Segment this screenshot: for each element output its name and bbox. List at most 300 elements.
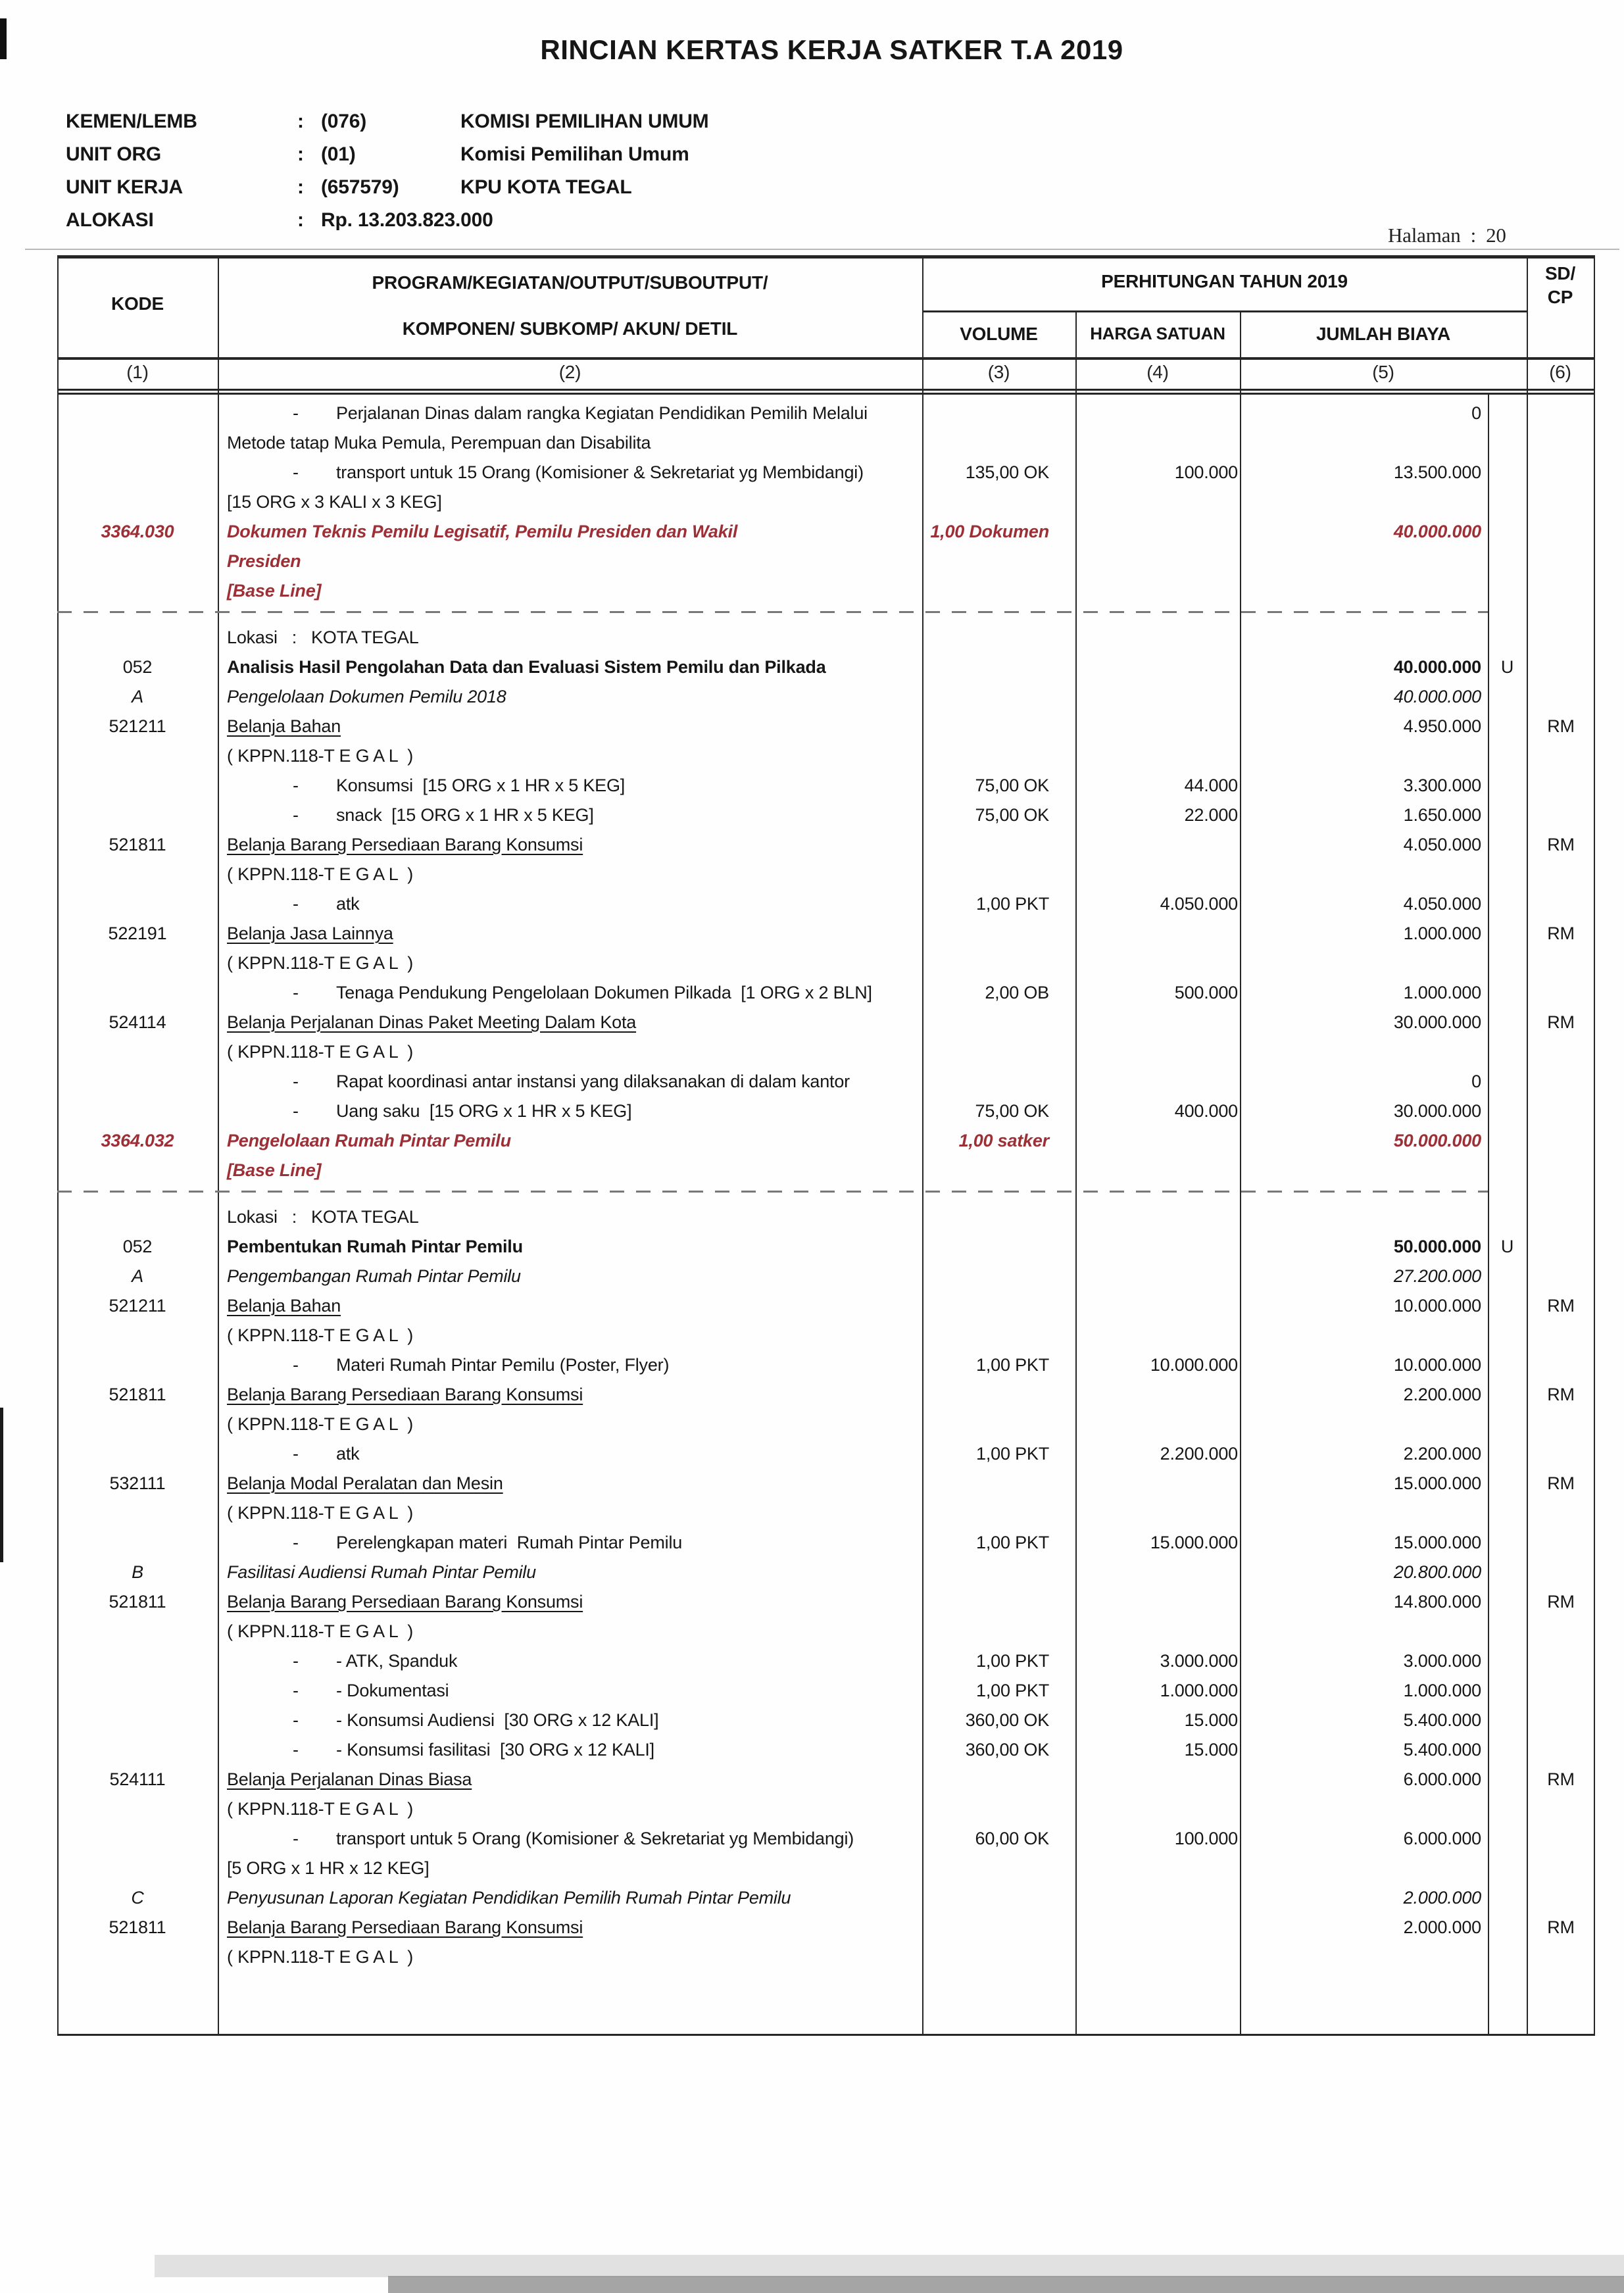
desc-line: Penyusunan Laporan Kegiatan Pendidikan Pemilih Rumah Pintar Pemilu xyxy=(227,1888,791,1908)
page-number-label: Halaman xyxy=(1388,224,1461,247)
cell-kode: 3364.032 xyxy=(101,1131,174,1150)
detail-text: - Konsumsi Audiensi [30 ORG x 12 KALI] xyxy=(336,1710,659,1730)
bullet-dash: - xyxy=(293,462,299,482)
desc-line xyxy=(227,1439,922,1469)
meta-row-alokasi xyxy=(66,209,708,242)
bullet-dash: - xyxy=(293,1681,299,1700)
cell-volume: 75,00 OK xyxy=(975,776,1049,795)
desc-line xyxy=(227,771,922,801)
table-row xyxy=(57,682,1595,712)
cell-sdcp: RM xyxy=(1547,1917,1575,1937)
dashed-separator xyxy=(57,1191,1488,1193)
table-row xyxy=(57,1706,1595,1735)
bullet-dash: - xyxy=(293,1355,299,1375)
account-title: Belanja Barang Persediaan Barang Konsumsi xyxy=(227,1917,583,1937)
cell-harga-satuan: 15.000 xyxy=(1184,1710,1238,1730)
cell-volume: 1,00 PKT xyxy=(976,1355,1049,1375)
cell-harga-satuan: 15.000 xyxy=(1184,1740,1238,1760)
cell-volume: 2,00 OB xyxy=(985,983,1049,1002)
detail-text: transport untuk 15 Orang (Komisioner & Sekretariat yg Membidangi) xyxy=(336,462,864,482)
bullet-dash: - xyxy=(293,1444,299,1464)
desc-line xyxy=(227,1706,922,1735)
table-row xyxy=(57,860,1595,889)
meta-label: UNIT KERJA xyxy=(66,176,184,198)
cell-jumlah-biaya: 6.000.000 xyxy=(1403,1829,1481,1848)
cell-volume: 1,00 PKT xyxy=(976,1681,1049,1700)
cell-harga-satuan: 1.000.000 xyxy=(1160,1681,1238,1700)
cell-jumlah-biaya: 50.000.000 xyxy=(1393,1237,1481,1256)
detail-text: transport untuk 5 Orang (Komisioner & Sekretariat yg Membidangi) xyxy=(336,1829,854,1848)
meta-separator: : xyxy=(297,111,304,132)
desc-line: Presiden xyxy=(227,551,301,571)
cell-description xyxy=(218,919,922,949)
cell-volume: 1,00 satker xyxy=(958,1131,1049,1150)
table-row xyxy=(57,1321,1595,1350)
cell-jumlah-biaya: 2.000.000 xyxy=(1403,1888,1481,1908)
page-number-value: 20 xyxy=(1486,224,1506,247)
cell-jumlah-biaya: 40.000.000 xyxy=(1393,657,1481,677)
cell-jumlah-biaya: 4.050.000 xyxy=(1403,894,1481,914)
cell-harga-satuan: 4.050.000 xyxy=(1160,894,1238,914)
cell-sdcp: RM xyxy=(1547,835,1575,854)
cell-harga-satuan: 22.000 xyxy=(1184,805,1238,825)
cell-jumlah-biaya: 2.200.000 xyxy=(1403,1385,1481,1404)
table-row xyxy=(57,399,1595,458)
desc-line: Lokasi : KOTA TEGAL xyxy=(227,628,419,647)
cell-sdcp: RM xyxy=(1547,1385,1575,1404)
cell-harga-satuan: 500.000 xyxy=(1174,983,1238,1002)
bullet-dash: - xyxy=(293,1829,299,1848)
meta-block xyxy=(66,111,708,242)
cell-kode: 521211 xyxy=(109,1296,166,1316)
desc-line: Pengelolaan Rumah Pintar Pemilu xyxy=(227,1131,511,1150)
cell-description xyxy=(218,1765,922,1794)
cell-description xyxy=(218,623,922,653)
cell-flag: U xyxy=(1500,657,1514,677)
table-row xyxy=(57,978,1595,1008)
cell-kode: A xyxy=(132,687,143,706)
bullet-dash: - xyxy=(293,983,299,1002)
cell-volume: 360,00 OK xyxy=(965,1710,1049,1730)
cell-description xyxy=(218,1262,922,1291)
cell-jumlah-biaya: 27.200.000 xyxy=(1393,1266,1481,1286)
cell-description xyxy=(218,1617,922,1646)
cell-jumlah-biaya: 10.000.000 xyxy=(1393,1355,1481,1375)
meta-value: KOMISI PEMILIHAN UMUM xyxy=(460,111,709,132)
account-title: Belanja Perjalanan Dinas Biasa xyxy=(227,1769,472,1789)
table-row xyxy=(57,1126,1595,1185)
detail-text: atk xyxy=(336,1444,360,1464)
cell-jumlah-biaya: 3.300.000 xyxy=(1403,776,1481,795)
meta-row-kemenlemb xyxy=(66,111,708,143)
desc-line xyxy=(227,1350,922,1380)
meta-separator: : xyxy=(297,209,304,231)
table-row xyxy=(57,1469,1595,1498)
meta-value: Komisi Pemilihan Umum xyxy=(460,143,689,165)
detail-text: snack [15 ORG x 1 HR x 5 KEG] xyxy=(336,805,594,825)
cell-kode: B xyxy=(132,1562,143,1582)
table-top-border xyxy=(57,255,1595,259)
cell-kode: 521811 xyxy=(109,1385,166,1404)
table-row xyxy=(57,1037,1595,1067)
meta-row-unitorg xyxy=(66,143,708,176)
desc-line xyxy=(227,1676,922,1706)
desc-line: Pengelolaan Dokumen Pemilu 2018 xyxy=(227,687,506,706)
cell-description xyxy=(218,1883,922,1913)
worksheet-table xyxy=(57,255,1595,2036)
cell-jumlah-biaya: 1.000.000 xyxy=(1403,1681,1481,1700)
cell-description xyxy=(218,1824,922,1883)
cell-jumlah-biaya: 14.800.000 xyxy=(1393,1592,1481,1612)
cell-description xyxy=(218,1498,922,1528)
header-subline xyxy=(922,310,1528,312)
cell-volume: 75,00 OK xyxy=(975,1101,1049,1121)
cell-description xyxy=(218,653,922,682)
cell-description xyxy=(218,1291,922,1321)
desc-line: ( KPPN.118-T E G A L ) xyxy=(227,1414,414,1434)
cell-description xyxy=(218,1097,922,1126)
account-title: Belanja Barang Persediaan Barang Konsumsi xyxy=(227,1385,583,1404)
col-number-1: (1) xyxy=(126,362,149,382)
cell-description xyxy=(218,949,922,978)
desc-line: ( KPPN.118-T E G A L ) xyxy=(227,1799,414,1819)
desc-line xyxy=(227,1008,922,1037)
desc-line: Dokumen Teknis Pemilu Legisatif, Pemilu Presiden dan Wakil xyxy=(227,522,738,541)
detail-text: Tenaga Pendukung Pengelolaan Dokumen Pilkada [1 ORG x 2 BLN] xyxy=(336,983,872,1002)
header-sdcp-line2: CP xyxy=(1547,287,1573,307)
cell-sdcp: RM xyxy=(1547,924,1575,943)
scan-artifact-band-light xyxy=(155,2255,1624,2277)
cell-sdcp: RM xyxy=(1547,1012,1575,1032)
cell-description xyxy=(218,830,922,860)
meta-value: KPU KOTA TEGAL xyxy=(460,176,632,198)
cell-harga-satuan: 3.000.000 xyxy=(1160,1651,1238,1671)
cell-jumlah-biaya: 10.000.000 xyxy=(1393,1296,1481,1316)
cell-sdcp: RM xyxy=(1547,1769,1575,1789)
meta-label: KEMEN/LEMB xyxy=(66,111,197,132)
cell-sdcp: RM xyxy=(1547,1592,1575,1612)
desc-line xyxy=(227,712,922,741)
col-number-6: (6) xyxy=(1549,362,1571,382)
detail-text: - ATK, Spanduk xyxy=(336,1651,458,1671)
table-row xyxy=(57,771,1595,801)
detail-text: Perelengkapan materi Rumah Pintar Pemilu xyxy=(336,1533,683,1552)
cell-description xyxy=(218,1350,922,1380)
account-title: Belanja Modal Peralatan dan Mesin xyxy=(227,1473,503,1493)
table-row xyxy=(57,458,1595,517)
cell-description xyxy=(218,682,922,712)
desc-line: [5 ORG x 1 HR x 12 KEG] xyxy=(227,1858,430,1878)
bullet-dash: - xyxy=(293,805,299,825)
cell-jumlah-biaya: 5.400.000 xyxy=(1403,1710,1481,1730)
cell-description xyxy=(218,1067,922,1097)
header-program-line1: PROGRAM/KEGIATAN/OUTPUT/SUBOUTPUT/ xyxy=(372,272,768,293)
cell-jumlah-biaya: 30.000.000 xyxy=(1393,1101,1481,1121)
cell-jumlah-biaya: 40.000.000 xyxy=(1393,522,1481,541)
cell-description xyxy=(218,1008,922,1037)
meta-code: Rp. 13.203.823.000 xyxy=(321,209,493,231)
cell-sdcp: RM xyxy=(1547,1473,1575,1493)
desc-line xyxy=(227,458,922,487)
table-row xyxy=(57,1262,1595,1291)
cell-description xyxy=(218,1380,922,1410)
header-volume: VOLUME xyxy=(960,324,1038,344)
cell-description xyxy=(218,1735,922,1765)
cell-description xyxy=(218,1469,922,1498)
desc-line xyxy=(227,978,922,1008)
cell-description xyxy=(218,1706,922,1735)
table-row xyxy=(57,1735,1595,1765)
table-row xyxy=(57,1410,1595,1439)
cell-kode: C xyxy=(131,1888,144,1908)
cell-harga-satuan: 100.000 xyxy=(1174,462,1238,482)
meta-code: (657579) xyxy=(321,176,399,198)
meta-row-unitkerja xyxy=(66,176,708,209)
table-row xyxy=(57,1008,1595,1037)
detail-text: - Konsumsi fasilitasi [30 ORG x 12 KALI] xyxy=(336,1740,654,1760)
cell-jumlah-biaya: 15.000.000 xyxy=(1393,1473,1481,1493)
cell-harga-satuan: 15.000.000 xyxy=(1150,1533,1238,1552)
cell-jumlah-biaya: 1.000.000 xyxy=(1403,983,1481,1002)
table-row xyxy=(57,712,1595,741)
cell-description xyxy=(218,1587,922,1617)
detail-text: Uang saku [15 ORG x 1 HR x 5 KEG] xyxy=(336,1101,632,1121)
desc-line xyxy=(227,919,922,949)
account-title: Belanja Barang Persediaan Barang Konsumsi xyxy=(227,1592,583,1612)
account-title: Belanja Perjalanan Dinas Paket Meeting Dalam Kota xyxy=(227,1012,637,1032)
cell-kode: 521811 xyxy=(109,1592,166,1612)
header-sdcp-line1: SD/ xyxy=(1544,263,1576,284)
cell-description xyxy=(218,1410,922,1439)
cell-kode: 052 xyxy=(122,1237,153,1256)
account-title: Belanja Bahan xyxy=(227,716,341,736)
meta-separator: : xyxy=(297,143,304,165)
cell-description xyxy=(218,978,922,1008)
cell-jumlah-biaya: 0 xyxy=(1471,1072,1481,1091)
cell-description xyxy=(218,1202,922,1232)
table-row xyxy=(57,1646,1595,1676)
cell-volume: 60,00 OK xyxy=(975,1829,1049,1848)
cell-description xyxy=(218,1321,922,1350)
bullet-dash: - xyxy=(293,776,299,795)
table-row xyxy=(57,1202,1595,1232)
detail-text: Materi Rumah Pintar Pemilu (Poster, Flyer) xyxy=(336,1355,670,1375)
cell-volume: 360,00 OK xyxy=(965,1740,1049,1760)
page-number-separator: : xyxy=(1460,224,1487,247)
bullet-dash: - xyxy=(293,1651,299,1671)
desc-line xyxy=(227,830,922,860)
cell-jumlah-biaya: 4.050.000 xyxy=(1403,835,1481,854)
page-number xyxy=(1388,224,1598,247)
detail-text: Rapat koordinasi antar instansi yang dilaksanakan di dalam kantor xyxy=(336,1072,850,1091)
bullet-dash: - xyxy=(293,403,299,423)
meta-separator: : xyxy=(297,176,304,198)
desc-line xyxy=(227,399,922,428)
header-jumlah-biaya: JUMLAH BIAYA xyxy=(1316,324,1451,344)
cell-jumlah-biaya: 4.950.000 xyxy=(1403,716,1481,736)
header-midline xyxy=(57,357,1595,360)
table-row xyxy=(57,1883,1595,1913)
cell-kode: 052 xyxy=(122,657,153,677)
desc-line: ( KPPN.118-T E G A L ) xyxy=(227,953,414,973)
cell-jumlah-biaya: 0 xyxy=(1471,403,1481,423)
table-row xyxy=(57,1676,1595,1706)
cell-jumlah-biaya: 40.000.000 xyxy=(1393,687,1481,706)
desc-line xyxy=(227,1587,922,1617)
desc-line xyxy=(227,1735,922,1765)
table-row xyxy=(57,1558,1595,1587)
desc-line: ( KPPN.118-T E G A L ) xyxy=(227,1503,414,1523)
table-row xyxy=(57,919,1595,949)
cell-description xyxy=(218,1558,922,1587)
cell-sdcp: RM xyxy=(1547,716,1575,736)
cell-description xyxy=(218,458,922,517)
cell-description xyxy=(218,1646,922,1676)
cell-description xyxy=(218,1232,922,1262)
table-row xyxy=(57,1794,1595,1824)
table-row xyxy=(57,1824,1595,1883)
cell-volume: 135,00 OK xyxy=(965,462,1049,482)
scan-artifact-edge xyxy=(0,1408,3,1562)
cell-description xyxy=(218,399,922,458)
detail-text: - Dokumentasi xyxy=(336,1681,449,1700)
cell-description xyxy=(218,1942,922,1972)
detail-text: atk xyxy=(336,894,360,914)
cell-jumlah-biaya: 1.000.000 xyxy=(1403,924,1481,943)
cell-harga-satuan: 400.000 xyxy=(1174,1101,1238,1121)
desc-line xyxy=(227,1646,922,1676)
cell-description xyxy=(218,1528,922,1558)
cell-kode: 524111 xyxy=(109,1769,166,1789)
cell-jumlah-biaya: 30.000.000 xyxy=(1393,1012,1481,1032)
table-row xyxy=(57,653,1595,682)
table-row xyxy=(57,1350,1595,1380)
cell-jumlah-biaya: 1.650.000 xyxy=(1403,805,1481,825)
cell-description xyxy=(218,860,922,889)
cell-description xyxy=(218,1913,922,1942)
table-row xyxy=(57,623,1595,653)
table-row xyxy=(57,949,1595,978)
cell-harga-satuan: 10.000.000 xyxy=(1150,1355,1238,1375)
desc-line xyxy=(227,1291,922,1321)
table-row xyxy=(57,1528,1595,1558)
cell-kode: 521211 xyxy=(109,716,166,736)
cell-volume: 1,00 PKT xyxy=(976,1651,1049,1671)
bullet-dash: - xyxy=(293,1710,299,1730)
desc-line: ( KPPN.118-T E G A L ) xyxy=(227,1042,414,1062)
cell-jumlah-biaya: 15.000.000 xyxy=(1393,1533,1481,1552)
scan-artifact-corner xyxy=(0,18,7,59)
col-number-2: (2) xyxy=(558,362,581,382)
desc-line: [Base Line] xyxy=(227,1160,322,1180)
table-row xyxy=(57,517,1595,606)
cell-volume: 75,00 OK xyxy=(975,805,1049,825)
cell-jumlah-biaya: 5.400.000 xyxy=(1403,1740,1481,1760)
cell-description xyxy=(218,1126,922,1185)
desc-line: [15 ORG x 3 KALI x 3 KEG] xyxy=(227,492,442,512)
cell-jumlah-biaya: 3.000.000 xyxy=(1403,1651,1481,1671)
desc-line: Lokasi : KOTA TEGAL xyxy=(227,1207,419,1227)
scan-artifact-band-dark xyxy=(388,2276,1624,2293)
bullet-dash: - xyxy=(293,1072,299,1091)
desc-line xyxy=(227,1528,922,1558)
desc-line xyxy=(227,1765,922,1794)
header-harga-satuan: HARGA SATUAN xyxy=(1090,324,1225,343)
cell-jumlah-biaya: 50.000.000 xyxy=(1393,1131,1481,1150)
desc-line xyxy=(227,1913,922,1942)
table-row xyxy=(57,1617,1595,1646)
col-number-3: (3) xyxy=(987,362,1010,382)
detail-text: Perjalanan Dinas dalam rangka Kegiatan Pendidikan Pemilih Melalui xyxy=(336,403,868,423)
desc-line xyxy=(227,1469,922,1498)
cell-jumlah-biaya: 13.500.000 xyxy=(1393,462,1481,482)
bullet-dash: - xyxy=(293,1533,299,1552)
bullet-dash: - xyxy=(293,1101,299,1121)
desc-line xyxy=(227,1097,922,1126)
cell-description xyxy=(218,771,922,801)
cell-kode: 521811 xyxy=(109,1917,166,1937)
cell-description xyxy=(218,1037,922,1067)
desc-line xyxy=(227,1067,922,1097)
desc-line: Pembentukan Rumah Pintar Pemilu xyxy=(227,1237,523,1256)
table-row xyxy=(57,1191,1595,1202)
table-row xyxy=(57,1097,1595,1126)
cell-kode: 532111 xyxy=(109,1473,166,1493)
table-row xyxy=(57,1232,1595,1262)
desc-line: Pengembangan Rumah Pintar Pemilu xyxy=(227,1266,521,1286)
cell-description xyxy=(218,1794,922,1824)
cell-kode: 524114 xyxy=(109,1012,166,1032)
meta-code: (076) xyxy=(321,111,367,132)
cell-kode: 522191 xyxy=(108,924,167,943)
header-double-line-1 xyxy=(57,389,1595,391)
cell-harga-satuan: 2.200.000 xyxy=(1160,1444,1238,1464)
table-row xyxy=(57,889,1595,919)
top-rule xyxy=(25,249,1619,250)
cell-volume: 1,00 PKT xyxy=(976,1444,1049,1464)
cell-sdcp: RM xyxy=(1547,1296,1575,1316)
cell-jumlah-biaya: 2.200.000 xyxy=(1403,1444,1481,1464)
cell-kode: A xyxy=(132,1266,143,1286)
header-program-line2: KOMPONEN/ SUBKOMP/ AKUN/ DETIL xyxy=(402,318,738,339)
table-body xyxy=(57,395,1595,2036)
desc-line: Fasilitasi Audiensi Rumah Pintar Pemilu xyxy=(227,1562,536,1582)
cell-jumlah-biaya: 2.000.000 xyxy=(1403,1917,1481,1937)
cell-kode: 521811 xyxy=(109,835,166,854)
cell-flag: U xyxy=(1500,1237,1514,1256)
table-row xyxy=(57,611,1595,623)
desc-line xyxy=(227,1380,922,1410)
meta-code: (01) xyxy=(321,143,356,165)
cell-jumlah-biaya: 6.000.000 xyxy=(1403,1769,1481,1789)
table-row xyxy=(57,1291,1595,1321)
table-row xyxy=(57,830,1595,860)
cell-volume: 1,00 PKT xyxy=(976,1533,1049,1552)
account-title: Belanja Bahan xyxy=(227,1296,341,1316)
cell-volume: 1,00 Dokumen xyxy=(930,522,1049,541)
desc-line xyxy=(227,889,922,919)
table-row xyxy=(57,1380,1595,1410)
desc-line: [Base Line] xyxy=(227,581,322,601)
col-number-5: (5) xyxy=(1372,362,1394,382)
table-row xyxy=(57,1765,1595,1794)
meta-label: ALOKASI xyxy=(66,209,154,231)
desc-line: ( KPPN.118-T E G A L ) xyxy=(227,864,414,884)
cell-harga-satuan: 100.000 xyxy=(1174,1829,1238,1848)
header-perhitungan: PERHITUNGAN TAHUN 2019 xyxy=(1101,271,1348,291)
cell-description xyxy=(218,889,922,919)
cell-jumlah-biaya: 20.800.000 xyxy=(1393,1562,1481,1582)
